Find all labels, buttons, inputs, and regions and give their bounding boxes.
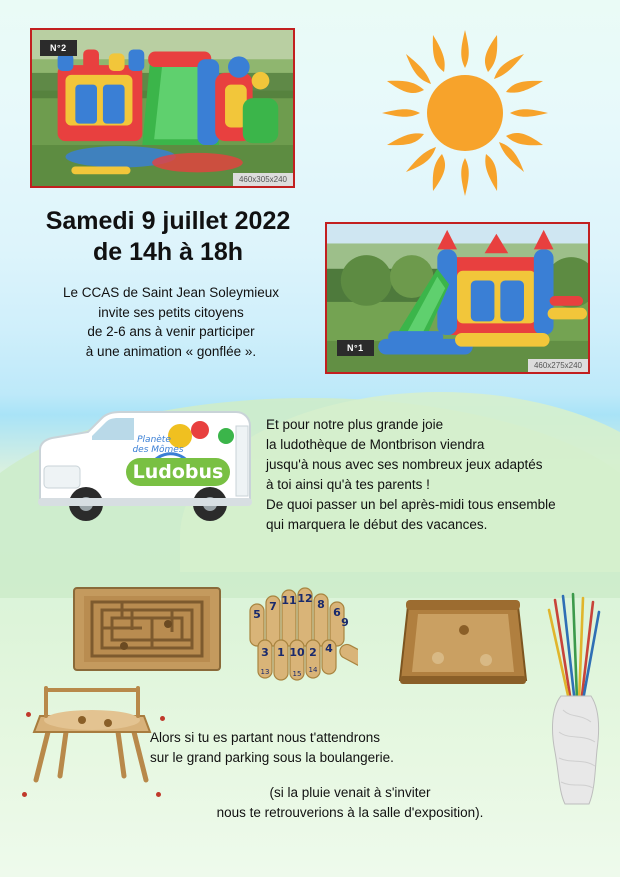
svg-text:9: 9 [341,616,349,629]
wooden-labyrinth-game-icon [72,580,222,678]
ludobus-line-1: Et pour notre plus grande joie [266,417,444,432]
svg-text:des Mômes: des Mômes [132,445,184,455]
intro-line-2: invite ses petits citoyens [98,304,244,320]
ludobus-paragraph [266,415,606,535]
svg-text:10: 10 [289,646,305,659]
intro-line-1: Le CCAS de Saint Jean Soleymieux [62,285,280,300]
photo-tag-castle-2: N°2 [40,40,77,56]
headline-time: de 14h à 18h [92,238,244,267]
wooden-table-game-icon [22,680,162,790]
svg-text:1: 1 [277,646,285,659]
svg-text:12: 12 [297,592,313,605]
decorative-dot [160,716,165,721]
svg-text:6: 6 [333,606,341,619]
parking-line-1: Alors si tu es partant nous t'attendrons [150,730,380,745]
decorative-dot [22,792,27,797]
ludobus-line-5: De quoi passer un bel après-midi tous ensemble [266,496,556,512]
svg-text:7: 7 [269,600,277,613]
parking-line-4: nous te retrouverions à la salle d'exposition). [216,804,484,820]
ludobus-line-2: la ludothèque de Montbrison viendra [266,436,485,452]
svg-text:11: 11 [281,594,297,607]
parking-line-3: (si la pluie venait à s'inviter [269,784,431,800]
sun-icon [374,22,556,204]
intro-line-3: de 2-6 ans à venir participer [87,324,255,340]
event-headline [18,206,318,269]
photo-dimensions-castle-2: 460x305x240 [233,173,293,186]
svg-text:Ludobus: Ludobus [132,461,224,483]
svg-text:13: 13 [260,668,270,676]
svg-text:15: 15 [292,670,302,678]
parking-line-2: sur le grand parking sous la boulangerie. [150,750,394,766]
photo-dimensions-castle-1: 460x275x240 [528,359,588,372]
photo-bouncy-castle-2 [30,28,295,188]
parking-paragraph [150,728,550,823]
mikado-sticks-game-icon [545,592,607,812]
intro-line-4: à une animation « gonflée ». [85,343,257,359]
intro-paragraph [26,283,316,361]
decorative-dot [26,712,31,717]
svg-text:2: 2 [309,646,317,659]
wooden-skittles-game-icon [248,586,358,686]
svg-text:4: 4 [325,642,333,655]
ludobus-line-3: jusqu'à nous avec ses nombreux jeux adaptés [266,456,543,472]
svg-text:8: 8 [317,598,325,611]
ludobus-line-6: qui marquera le début des vacances. [266,516,488,532]
ludobus-van-icon [30,406,260,538]
svg-text:5: 5 [253,608,261,621]
svg-text:Planète: Planète [137,435,171,445]
svg-text:14: 14 [308,666,318,674]
ludobus-line-4: à toi ainsi qu'à tes parents ! [266,476,430,492]
wooden-billiard-game-icon [398,588,528,690]
photo-tag-castle-1: N°1 [337,340,374,356]
photo-bouncy-castle-1 [325,222,590,374]
svg-text:3: 3 [261,646,269,659]
headline-date: Samedi 9 juillet 2022 [45,207,291,235]
